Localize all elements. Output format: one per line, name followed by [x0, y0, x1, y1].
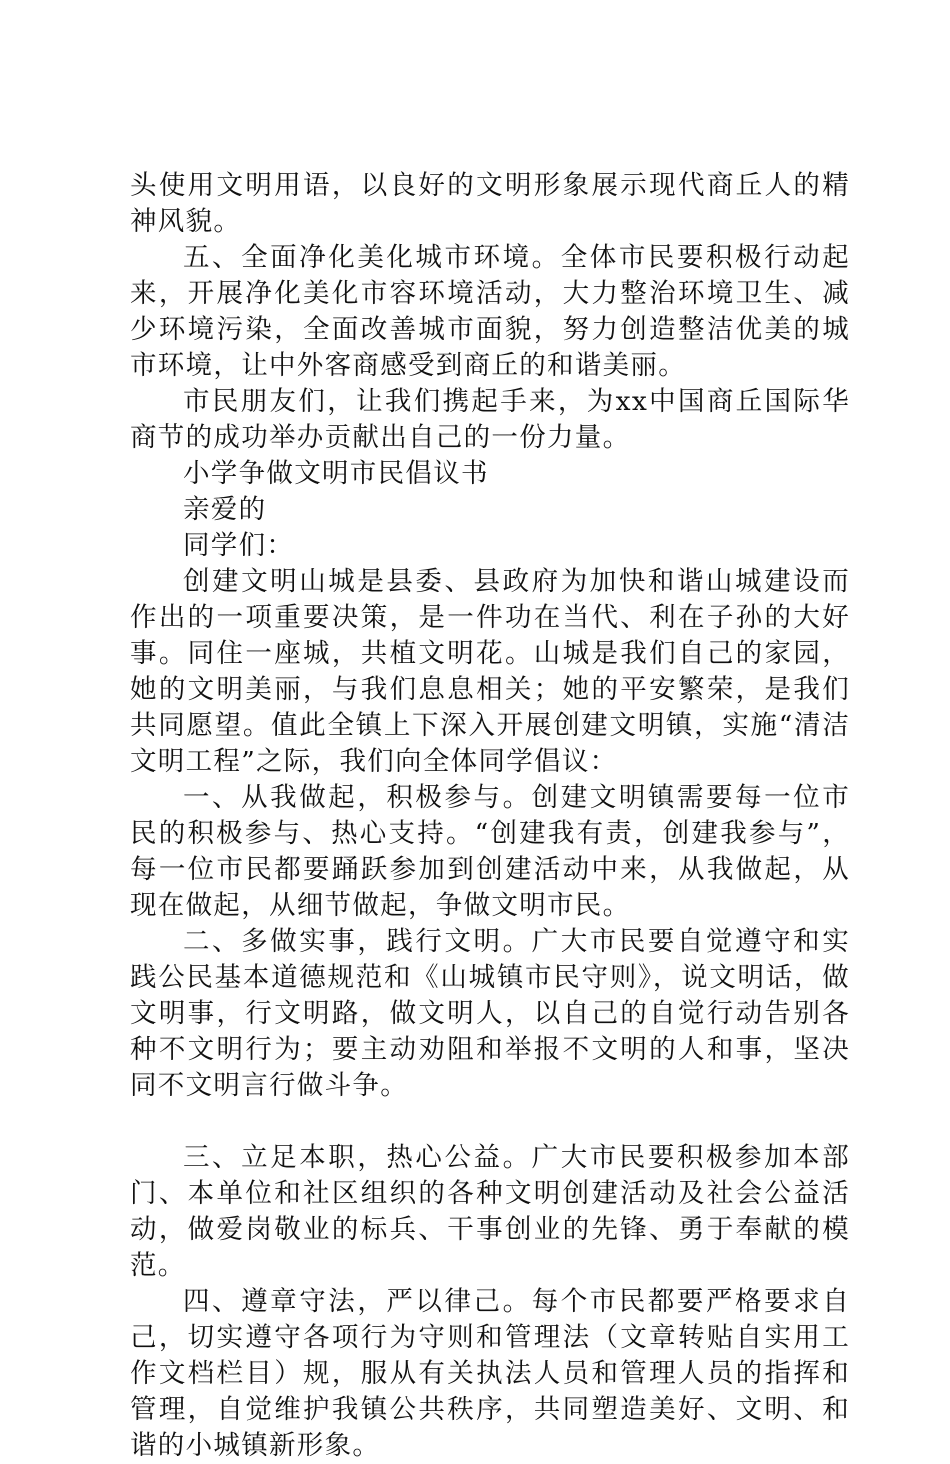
document-title: 小学争做文明市民倡议书 — [183, 458, 489, 489]
salutation-line-2: 同学们： — [183, 530, 295, 561]
paragraph-closing-appeal: 市民朋友们，让我们携起手来，为xx中国商丘国际华商节的成功举办贡献出自己的一份力量。 — [130, 386, 850, 453]
paragraph-item-three: 三、立足本职，热心公益。广大市民要积极参加本部门、本单位和社区组织的各种文明创建活动及社会公益活动，做爱岗敬业的标兵、干事创业的先锋、勇于奉献的模范。 — [130, 1142, 850, 1281]
paragraph-continuation: 头使用文明用语，以良好的文明形象展示现代商丘人的精神风貌。 — [130, 170, 850, 237]
paragraph-item-one: 一、从我做起，积极参与。创建文明镇需要每一位市民的积极参与、热心支持。“创建我有责，创建我参与”，每一位市民都要踊跃参加到创建活动中来，从我做起，从现在做起，从细节做起，争做文明市民。 — [130, 782, 850, 921]
salutation-line-1: 亲爱的 — [183, 494, 267, 525]
paragraph-item-five: 五、全面净化美化城市环境。全体市民要积极行动起来，开展净化美化市容环境活动，大力整治环境卫生、减少环境污染，全面改善城市面貌，努力创造整洁优美的城市环境，让中外客商感受到商丘的和谐美丽。 — [130, 242, 850, 381]
paragraph-intro: 创建文明山城是县委、县政府为加快和谐山城建设而作出的一项重要决策，是一件功在当代、利在子孙的大好事。同住一座城，共植文明花。山城是我们自己的家园，她的文明美丽，与我们息息相关；她的平安繁荣，是我们共同愿望。值此全镇上下深入开展创建文明镇，实施“清洁文明工程”之际，我们向全体同学倡议： — [130, 566, 850, 777]
paragraph-item-four: 四、遵章守法，严以律己。每个市民都要严格要求自己，切实遵守各项行为守则和管理法（文章转贴自实用工作文档栏目）规，服从有关执法人员和管理人员的指挥和管理，自觉维护我镇公共秩序，共同塑造美好、文明、和谐的小城镇新形象。 — [130, 1286, 850, 1461]
paragraph-item-two: 二、多做实事，践行文明。广大市民要自觉遵守和实践公民基本道德规范和《山城镇市民守则》，说文明话，做文明事，行文明路，做文明人，以自己的自觉行动告别各种不文明行为；要主动劝阻和举报不文明的人和事，坚决同不文明言行做斗争。 — [130, 926, 850, 1101]
document-page — [130, 168, 850, 1464]
